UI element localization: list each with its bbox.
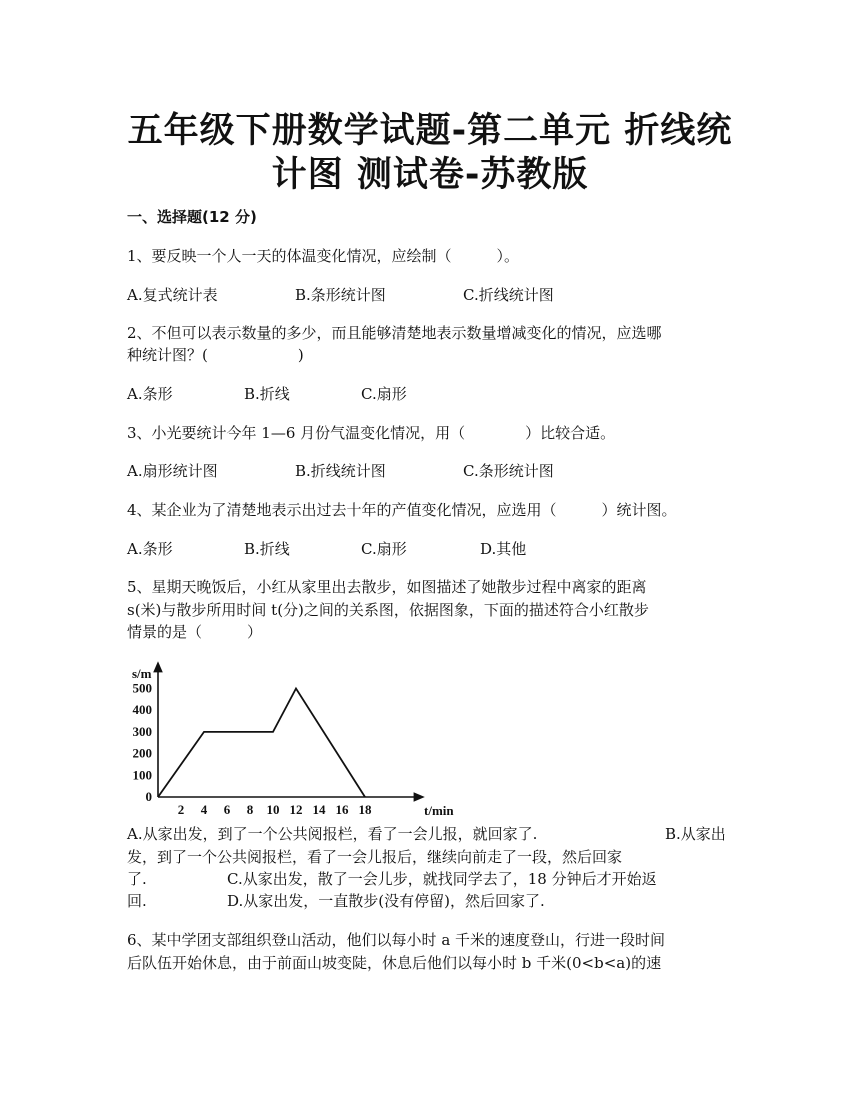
y-axis-label: s/m (132, 666, 152, 681)
section-heading: 一、选择题(12 分) (127, 208, 257, 226)
question-1: 1、要反映一个人一天的体温变化情况，应绘制（ ）。 (127, 247, 520, 265)
q3-option-a: A.扇形统计图 (127, 462, 218, 480)
y-tick-label: 100 (132, 767, 152, 783)
question-2-line-2: 种统计图？( ) (127, 346, 304, 364)
x-tick-label: 12 (289, 802, 303, 817)
q3-option-b: B.折线统计图 (295, 462, 386, 480)
q5-option-b: B.从家出 (665, 825, 726, 843)
x-tick-label: 8 (246, 802, 254, 817)
x-tick-label: 10 (266, 802, 280, 817)
q1-option-c: C.折线统计图 (463, 286, 554, 304)
q2-option-a: A.条形 (127, 385, 173, 403)
q2-option-b: B.折线 (244, 385, 290, 403)
q5-option-d: D.从家出发，一直散步(没有停留)，然后回家了. (227, 892, 545, 910)
question-5-line-3: 情景的是（ ） (127, 623, 263, 641)
q5-option-b-line-2: 发，到了一个公共阅报栏，看了一会儿报后，继续向前走了一段，然后回家 (127, 848, 623, 866)
q5-option-c: C.从家出发，散了一会儿步，就找同学去了，18 分钟后才开始返 (227, 870, 657, 888)
title-line-1: 五年级下册数学试题-第二单元 折线统 (127, 111, 733, 151)
y-tick-label: 300 (132, 723, 152, 739)
y-tick-label: 400 (132, 702, 152, 718)
question-3: 3、小光要统计今年 1—6 月份气温变化情况，用（ ）比较合适。 (127, 424, 616, 442)
x-tick-label: 18 (358, 802, 372, 817)
question-5-line-2: s(米)与散步所用时间 t(分)之间的关系图，依据图象，下面的描述符合小红散步 (127, 601, 649, 619)
q4-option-b: B.折线 (244, 540, 290, 558)
series-line (158, 689, 365, 798)
y-tick-label: 0 (145, 789, 152, 804)
title-line-2: 计图 测试卷-苏教版 (271, 155, 589, 195)
distance-time-chart (120, 660, 480, 825)
q4-option-d: D.其他 (480, 540, 527, 558)
question-2-line-1: 2、不但可以表示数量的多少，而且能够清楚地表示数量增减变化的情况，应选哪 (127, 324, 662, 342)
x-tick-label: 16 (335, 802, 349, 817)
question-6-line-2: 后队伍开始休息，由于前面山坡变陡，休息后他们以每小时 b 千米(0<b<a)的速 (127, 954, 662, 972)
question-5-line-1: 5、星期天晚饭后，小红从家里出去散步，如图描述了她散步过程中离家的距离 (127, 578, 647, 596)
x-tick-label: 6 (223, 802, 231, 817)
question-6-line-1: 6、某中学团支部组织登山活动，他们以每小时 a 千米的速度登山，行进一段时间 (127, 931, 666, 949)
q2-option-c: C.扇形 (361, 385, 407, 403)
q1-option-a: A.复式统计表 (127, 286, 218, 304)
q4-option-c: C.扇形 (361, 540, 407, 558)
q5-option-c-line-2: 回. (127, 892, 147, 910)
q3-option-c: C.条形统计图 (463, 462, 554, 480)
y-tick-label: 200 (132, 745, 152, 761)
x-tick-label: 2 (177, 802, 185, 817)
x-axis-label: t/min (424, 803, 454, 818)
question-4: 4、某企业为了清楚地表示出过去十年的产值变化情况，应选用（ ）统计图。 (127, 501, 677, 519)
q4-option-a: A.条形 (127, 540, 173, 558)
q5-option-a: A.从家出发，到了一个公共阅报栏，看了一会儿报，就回家了. (127, 825, 538, 843)
q1-option-b: B.条形统计图 (295, 286, 386, 304)
x-tick-label: 4 (200, 802, 208, 817)
q5-option-b-line-3: 了. (127, 870, 147, 888)
x-tick-label: 14 (312, 802, 326, 817)
y-tick-label: 500 (132, 680, 152, 696)
